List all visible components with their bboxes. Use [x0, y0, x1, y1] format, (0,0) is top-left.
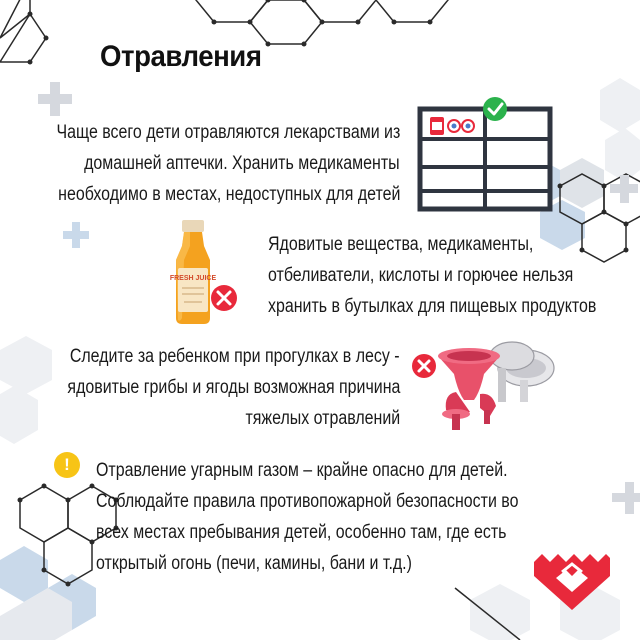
block-4-line-2: Соблюдайте правила противопожарной безопасности во	[96, 491, 519, 512]
block-2-line-3: хранить в бутылках для пищевых продуктов	[268, 296, 597, 317]
block-3-line-2: ядовитые грибы и ягоды возможная причина	[67, 377, 400, 398]
red-heart-emblem-logo	[532, 540, 612, 612]
block-4-line-1: Отравление угарным газом – крайне опасно для детей.	[96, 460, 508, 481]
bottle-label-text: FRESH JUICE	[169, 275, 217, 282]
poisonous-mushrooms-cross-icon	[408, 334, 558, 434]
block-1-line-2: домашней аптечки. Хранить медикаменты	[84, 153, 400, 174]
block-4-line-3: всех местах пребывания детей, особенно там, где есть	[96, 522, 507, 543]
medicine-cabinet-check-icon	[416, 95, 556, 215]
block-4-line-4: открытый огонь (печи, камины, бани и т.д.)	[96, 553, 412, 574]
page-title: Отравления	[100, 40, 262, 73]
block-1-line-3: необходимо в местах, недоступных для детей	[57, 184, 400, 205]
block-3-line-3: тяжелых отравлений	[245, 408, 400, 429]
block-2-line-1: Ядовитые вещества, медикаменты,	[268, 234, 534, 255]
warning-icon-wrapper	[54, 452, 80, 478]
warning-exclamation-icon: !	[64, 455, 70, 474]
block-2-line-2: отбеливатели, кислоты и горючее нельзя	[268, 265, 574, 286]
block-3-line-1: Следите за ребенком при прогулках в лесу -	[70, 346, 400, 367]
block-1-line-1: Чаще всего дети отравляются лекарствами из	[56, 122, 400, 143]
juice-bottle-cross-icon	[160, 216, 250, 328]
